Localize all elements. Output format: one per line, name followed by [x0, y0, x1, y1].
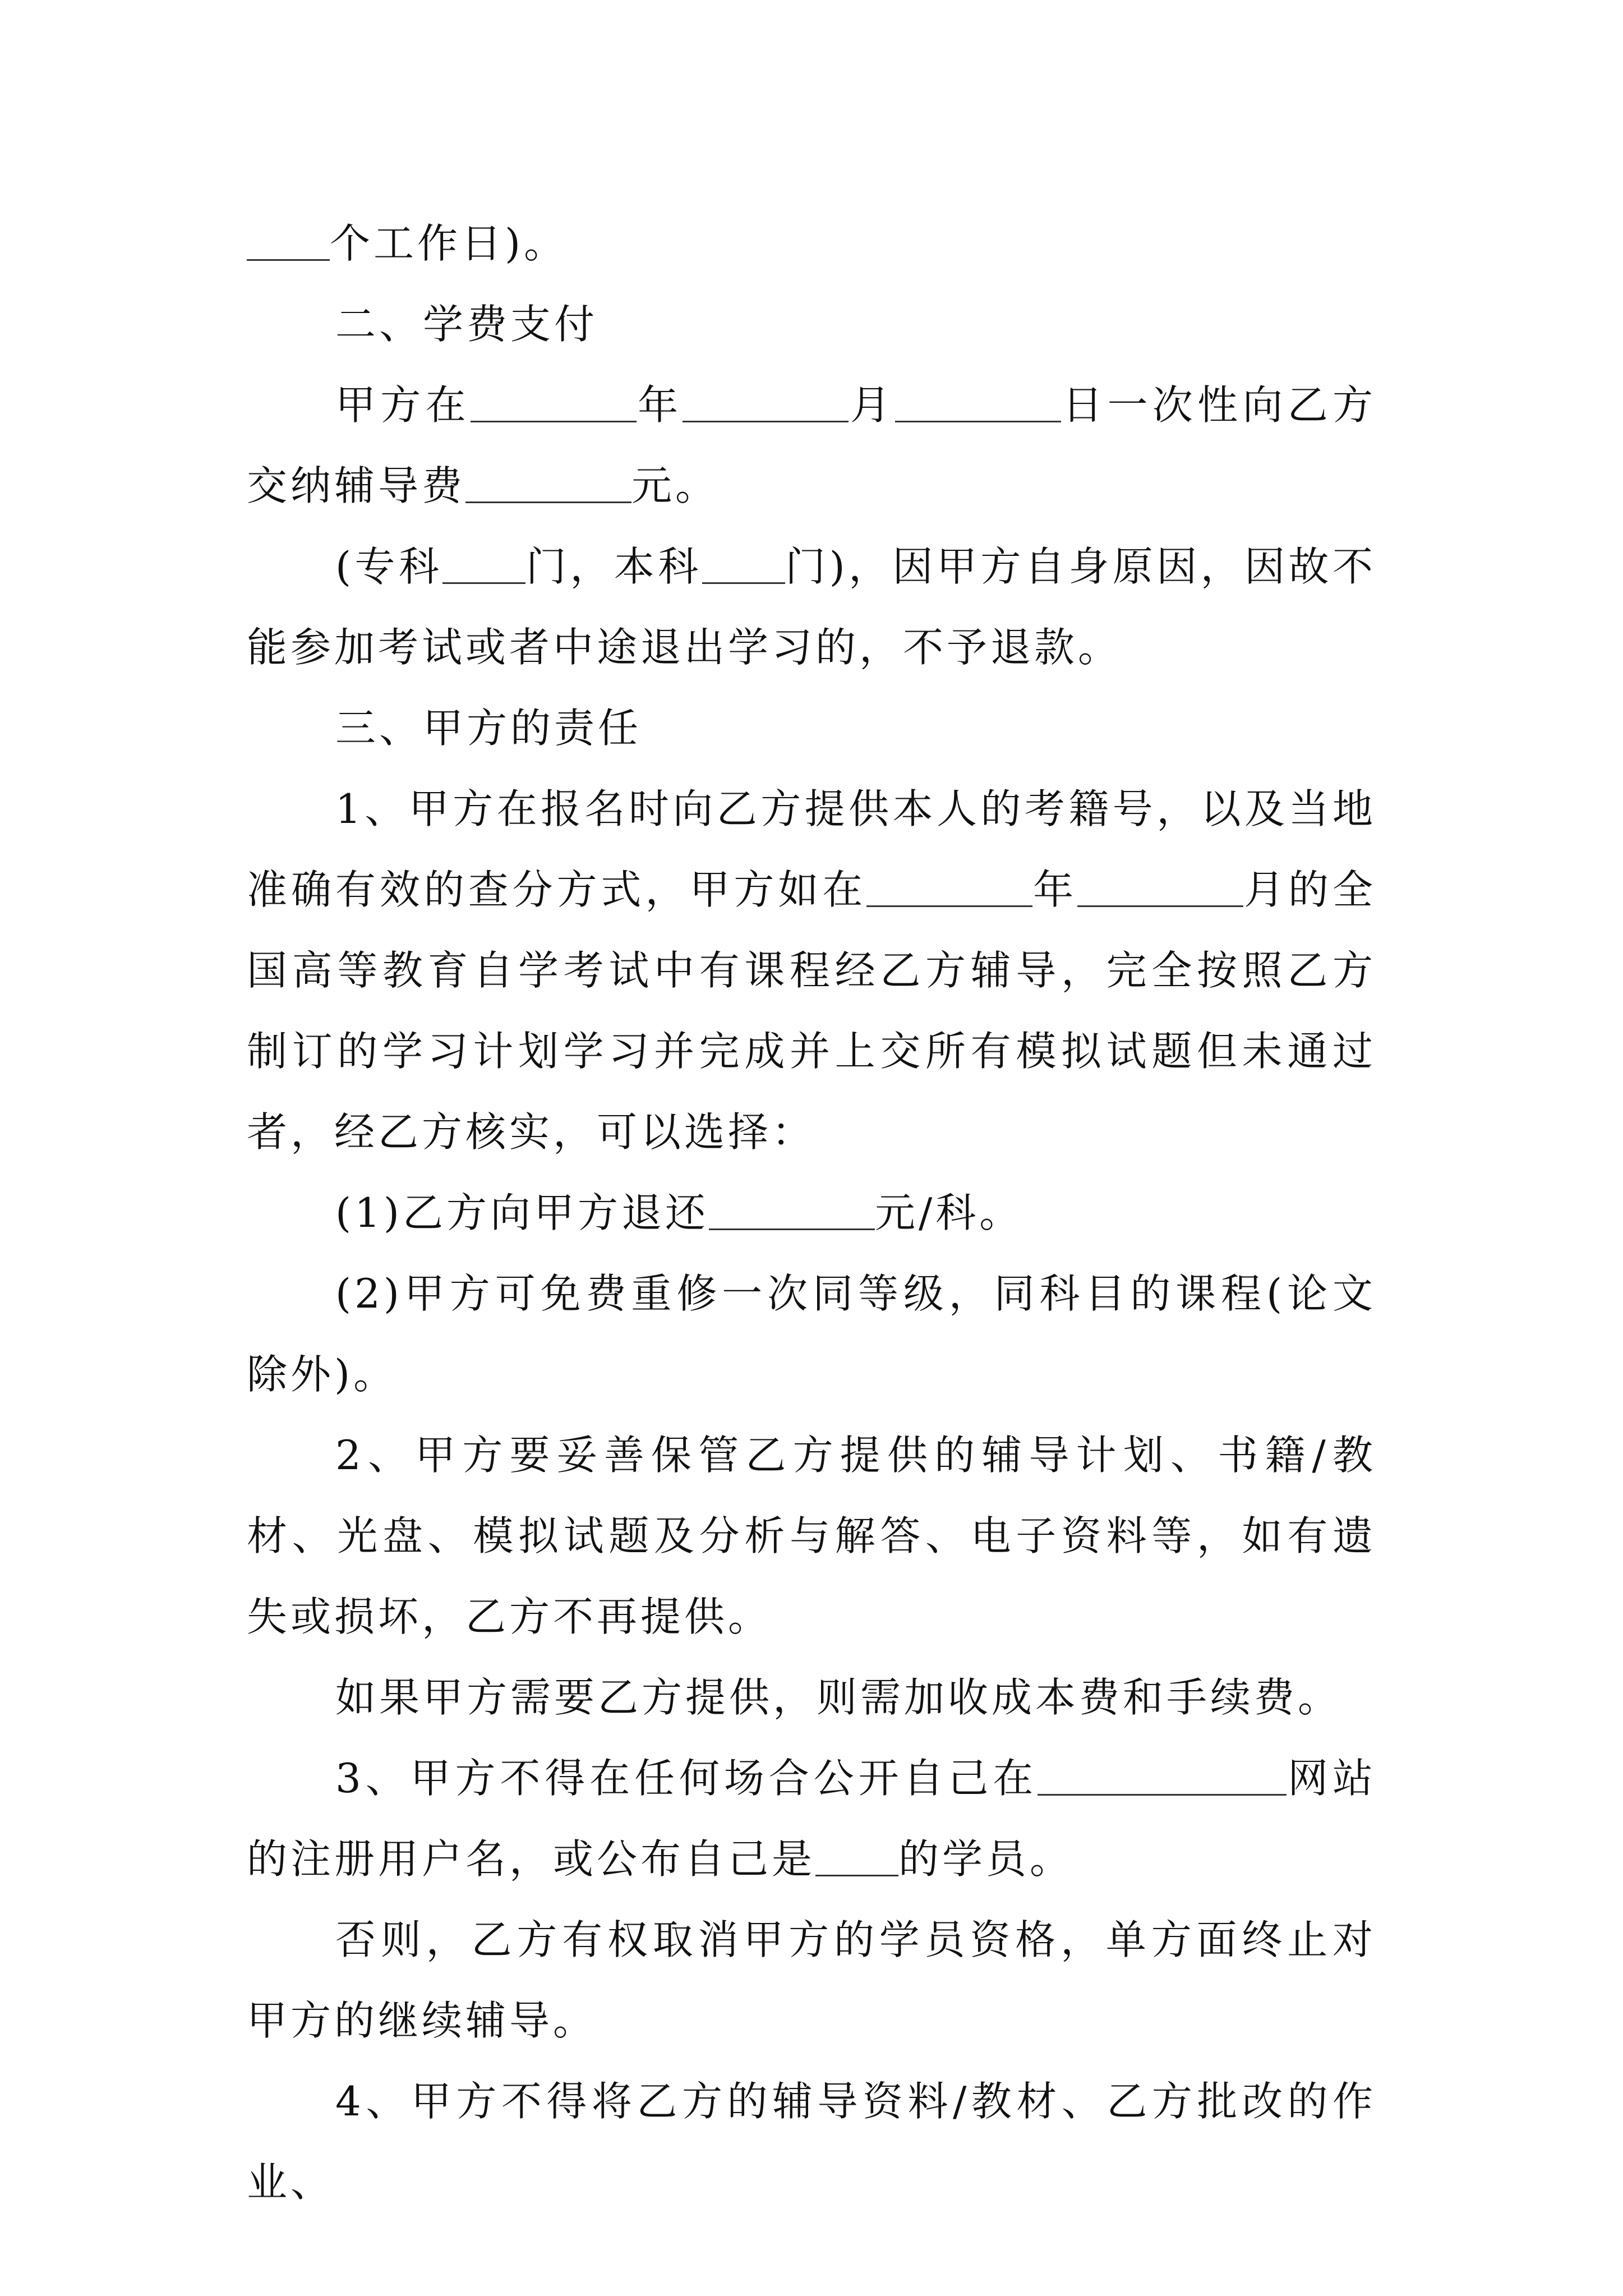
paragraph-text: 3、甲方不得在任何场合公开自己在: [335, 1755, 1038, 1802]
paragraph-text: 元/科。: [875, 1189, 1023, 1236]
paragraph: [247, 1738, 1376, 1899]
fill-in-blank: [815, 1841, 898, 1876]
paragraph: [247, 1657, 1376, 1738]
paragraph-text: 日一次性向乙方交纳辅导费: [247, 381, 1376, 509]
paragraph-text: 4、甲方不得将乙方的辅导资料/教材、乙方批改的作业、: [247, 2078, 1376, 2206]
paragraph-text: 门，本科: [525, 543, 702, 590]
paragraph-text: 元。: [631, 462, 720, 509]
document-body: [247, 203, 1376, 2223]
paragraph: [247, 1415, 1376, 1657]
paragraph-text: 三、甲方的责任: [335, 705, 642, 752]
fill-in-blank: [866, 872, 1032, 907]
paragraph: [247, 1253, 1376, 1415]
fill-in-blank: [683, 387, 849, 422]
paragraph-text: 个工作日)。: [330, 220, 568, 267]
paragraph-text: 的学员。: [898, 1835, 1074, 1883]
paragraph-text: 网站的注册用户名，或公布自己是: [247, 1755, 1376, 1883]
section-heading: [247, 284, 1376, 365]
fill-in-blank: [442, 549, 525, 584]
fill-in-blank: [247, 226, 330, 261]
paragraph: [247, 203, 1376, 284]
paragraph-text: 甲方在: [335, 381, 471, 429]
section-heading: [247, 688, 1376, 769]
fill-in-blank: [465, 468, 631, 503]
fill-in-blank: [1077, 872, 1243, 907]
paragraph: [247, 2061, 1376, 2223]
paragraph-text: 年: [1032, 866, 1078, 913]
paragraph: [247, 1172, 1376, 1253]
paragraph-text: 二、学费支付: [335, 301, 598, 348]
paragraph-text: 门)，因甲方自身原因，因故不能参加考试或者中途退出学习的，不予退款。: [247, 543, 1376, 671]
paragraph-text: 年: [636, 381, 683, 429]
paragraph-text: (1)乙方向甲方退还: [335, 1189, 709, 1236]
paragraph-text: (专科: [335, 543, 443, 590]
paragraph-text: 1、甲方在报名时向乙方提供本人的考籍号，以及当地准确有效的查分方式，甲方如在: [247, 785, 1376, 913]
fill-in-blank: [895, 387, 1061, 422]
paragraph-text: 月: [849, 381, 896, 429]
paragraph-text: 否则，乙方有权取消甲方的学员资格，单方面终止对甲方的继续辅导。: [247, 1916, 1376, 2044]
paragraph-text: 2、甲方要妥善保管乙方提供的辅导计划、书籍/教材、光盘、模拟试题及分析与解答、电子资料等，如有遗失或损坏，乙方不再提供。: [247, 1432, 1376, 1640]
fill-in-blank: [702, 549, 785, 584]
paragraph: [247, 769, 1376, 1172]
fill-in-blank: [471, 387, 637, 422]
paragraph-text: 月的全国高等教育自学考试中有课程经乙方辅导，完全按照乙方制订的学习计划学习并完成并上交所有模拟试题但未通过者，经乙方核实，可以选择：: [247, 866, 1376, 1156]
paragraph-text: (2)甲方可免费重修一次同等级，同科目的课程(论文除外)。: [247, 1270, 1376, 1398]
paragraph-text: 如果甲方需要乙方提供，则需加收成本费和手续费。: [335, 1674, 1342, 1721]
paragraph: [247, 365, 1376, 526]
fill-in-blank: [1038, 1760, 1287, 1796]
paragraph: [247, 526, 1376, 688]
fill-in-blank: [709, 1195, 875, 1230]
paragraph: [247, 1899, 1376, 2061]
